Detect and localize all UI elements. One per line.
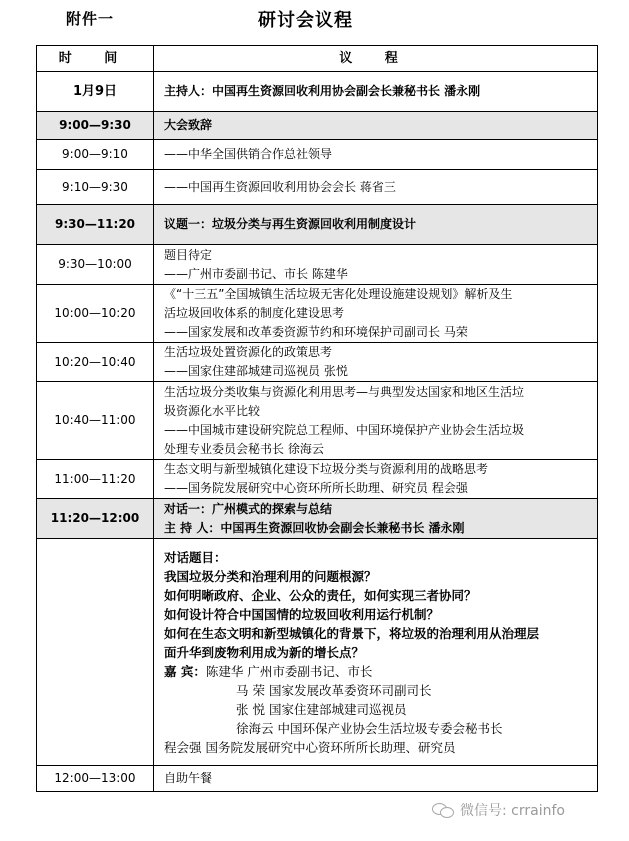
agenda-line: ——广州市委副书记、市长 陈建华 [164, 266, 348, 281]
agenda-line: 题目待定 [164, 247, 213, 262]
agenda-cell [154, 460, 598, 499]
agenda-line: 处理专业委员会秘书长 徐海云 [164, 441, 324, 456]
host-cell: 主持人：中国再生资源回收利用协会副会长兼秘书长 潘永刚 [154, 72, 598, 112]
agenda-line: 生态文明与新型城镇化建设下垃圾分类与资源利用的战略思考 [164, 462, 489, 476]
dialogue-row [37, 539, 598, 766]
agenda-row [37, 140, 598, 170]
agenda-row [37, 205, 598, 245]
wechat-icon [432, 802, 454, 818]
agenda-row [37, 382, 598, 460]
time-cell: 9:30—11:20 [37, 205, 154, 245]
agenda-line: 圾资源化水平比较 [164, 403, 261, 418]
agenda-cell [154, 170, 598, 205]
agenda-line: 对话一：广州模式的探索与总结 [164, 501, 333, 516]
time-header: 时 间 [37, 46, 154, 72]
watermark-text: 微信号: crrainfo [460, 803, 565, 819]
time-cell: 12:00—13:00 [37, 766, 154, 792]
agenda-cell [154, 140, 598, 170]
agenda-header: 议 程 [154, 46, 598, 72]
dialogue-topic: 对话题目： [164, 549, 227, 565]
time-cell: 9:30—10:00 [37, 245, 154, 285]
watermark [432, 800, 565, 820]
lunch-row [37, 766, 598, 792]
agenda-cell [154, 112, 598, 140]
agenda-row [37, 460, 598, 499]
agenda-line: 生活垃圾处置资源化的政策思考 [164, 345, 333, 359]
dialogue-topics [164, 548, 597, 662]
dialogue-topic: 面升华到废物利用成为新的增长点？ [164, 644, 365, 660]
guest-line: 张 悦 国家住建部城建司巡视员 [236, 701, 407, 717]
dialogue-topic: 如何明晰政府、企业、公众的责任，如何实现三者协同？ [164, 587, 477, 603]
agenda-row [37, 285, 598, 343]
agenda-line: 主 持 人：中国再生资源回收协会副会长兼秘书长 潘永刚 [164, 520, 465, 535]
time-cell: 11:20—12:00 [37, 499, 154, 539]
agenda-line: 《“十三五”全国城镇生活垃圾无害化处理设施建设规划》解析及生 [164, 287, 513, 301]
dialogue-topic: 如何在生态文明和新型城镇化的背景下，将垃圾的治理利用从治理层 [164, 625, 540, 641]
time-cell: 9:10—9:30 [37, 170, 154, 205]
agenda-cell: 自助午餐 [154, 766, 598, 792]
dialogue-time-cell [37, 539, 154, 766]
table-header-row [37, 46, 598, 72]
guest-line: 徐海云 中国环保产业协会生活垃圾专委会秘书长 [236, 720, 503, 736]
time-cell: 10:00—10:20 [37, 285, 154, 343]
agenda-line: 议题一：垃圾分类与再生资源回收利用制度设计 [164, 217, 417, 231]
date-row [37, 72, 598, 112]
agenda-line: ——国家住建部城建司巡视员 张悦 [164, 364, 348, 378]
agenda-cell [154, 499, 598, 539]
agenda-row [37, 112, 598, 140]
date-cell: 1月9日 [37, 72, 154, 112]
guest-line: 马 荣 国家发展改革委资环司副司长 [236, 682, 432, 698]
time-cell: 11:00—11:20 [37, 460, 154, 499]
agenda-cell [154, 285, 598, 343]
agenda-cell [154, 343, 598, 382]
attachment-label: 附件一 [66, 10, 115, 28]
agenda-row [37, 499, 598, 539]
time-cell: 9:00—9:30 [37, 112, 154, 140]
time-cell: 10:40—11:00 [37, 382, 154, 460]
agenda-line: ——中国城市建设研究院总工程师、中国环境保护产业协会生活垃圾 [164, 422, 525, 437]
dialogue-cell [154, 539, 598, 766]
agenda-line: 生活垃圾分类收集与资源化利用思考—与典型发达国家和地区生活垃 [164, 384, 525, 399]
agenda-line: ——中华全国供销合作总社领导 [164, 147, 333, 161]
time-cell: 10:20—10:40 [37, 343, 154, 382]
agenda-line: 大会致辞 [164, 118, 213, 132]
dialogue-topic: 如何设计符合中国国情的垃圾回收利用运行机制？ [164, 606, 440, 622]
agenda-line: ——国家发展和改革委资源节约和环境保护司副司长 马荣 [164, 325, 468, 339]
agenda-row [37, 245, 598, 285]
agenda-row [37, 170, 598, 205]
page-title: 研讨会议程 [258, 10, 353, 31]
dialogue-topic: 我国垃圾分类和治理利用的问题根源？ [164, 568, 377, 584]
guest-line: 程会强 国务院发展研究中心资环所所长助理、研究员 [164, 739, 456, 755]
time-cell: 9:00—9:10 [37, 140, 154, 170]
agenda-line: ——国务院发展研究中心资环所所长助理、研究员 程会强 [164, 481, 468, 495]
agenda-line: 活垃圾回收体系的制度化建设思考 [164, 306, 345, 320]
agenda-cell [154, 382, 598, 460]
guest-line: 嘉 宾：陈建华 广州市委副书记、市长 [164, 663, 373, 679]
agenda-cell [154, 205, 598, 245]
agenda-cell [154, 245, 598, 285]
guest-list [164, 681, 597, 738]
agenda-line: ——中国再生资源回收利用协会会长 蒋省三 [164, 179, 396, 194]
agenda-table [36, 45, 598, 792]
agenda-row [37, 343, 598, 382]
